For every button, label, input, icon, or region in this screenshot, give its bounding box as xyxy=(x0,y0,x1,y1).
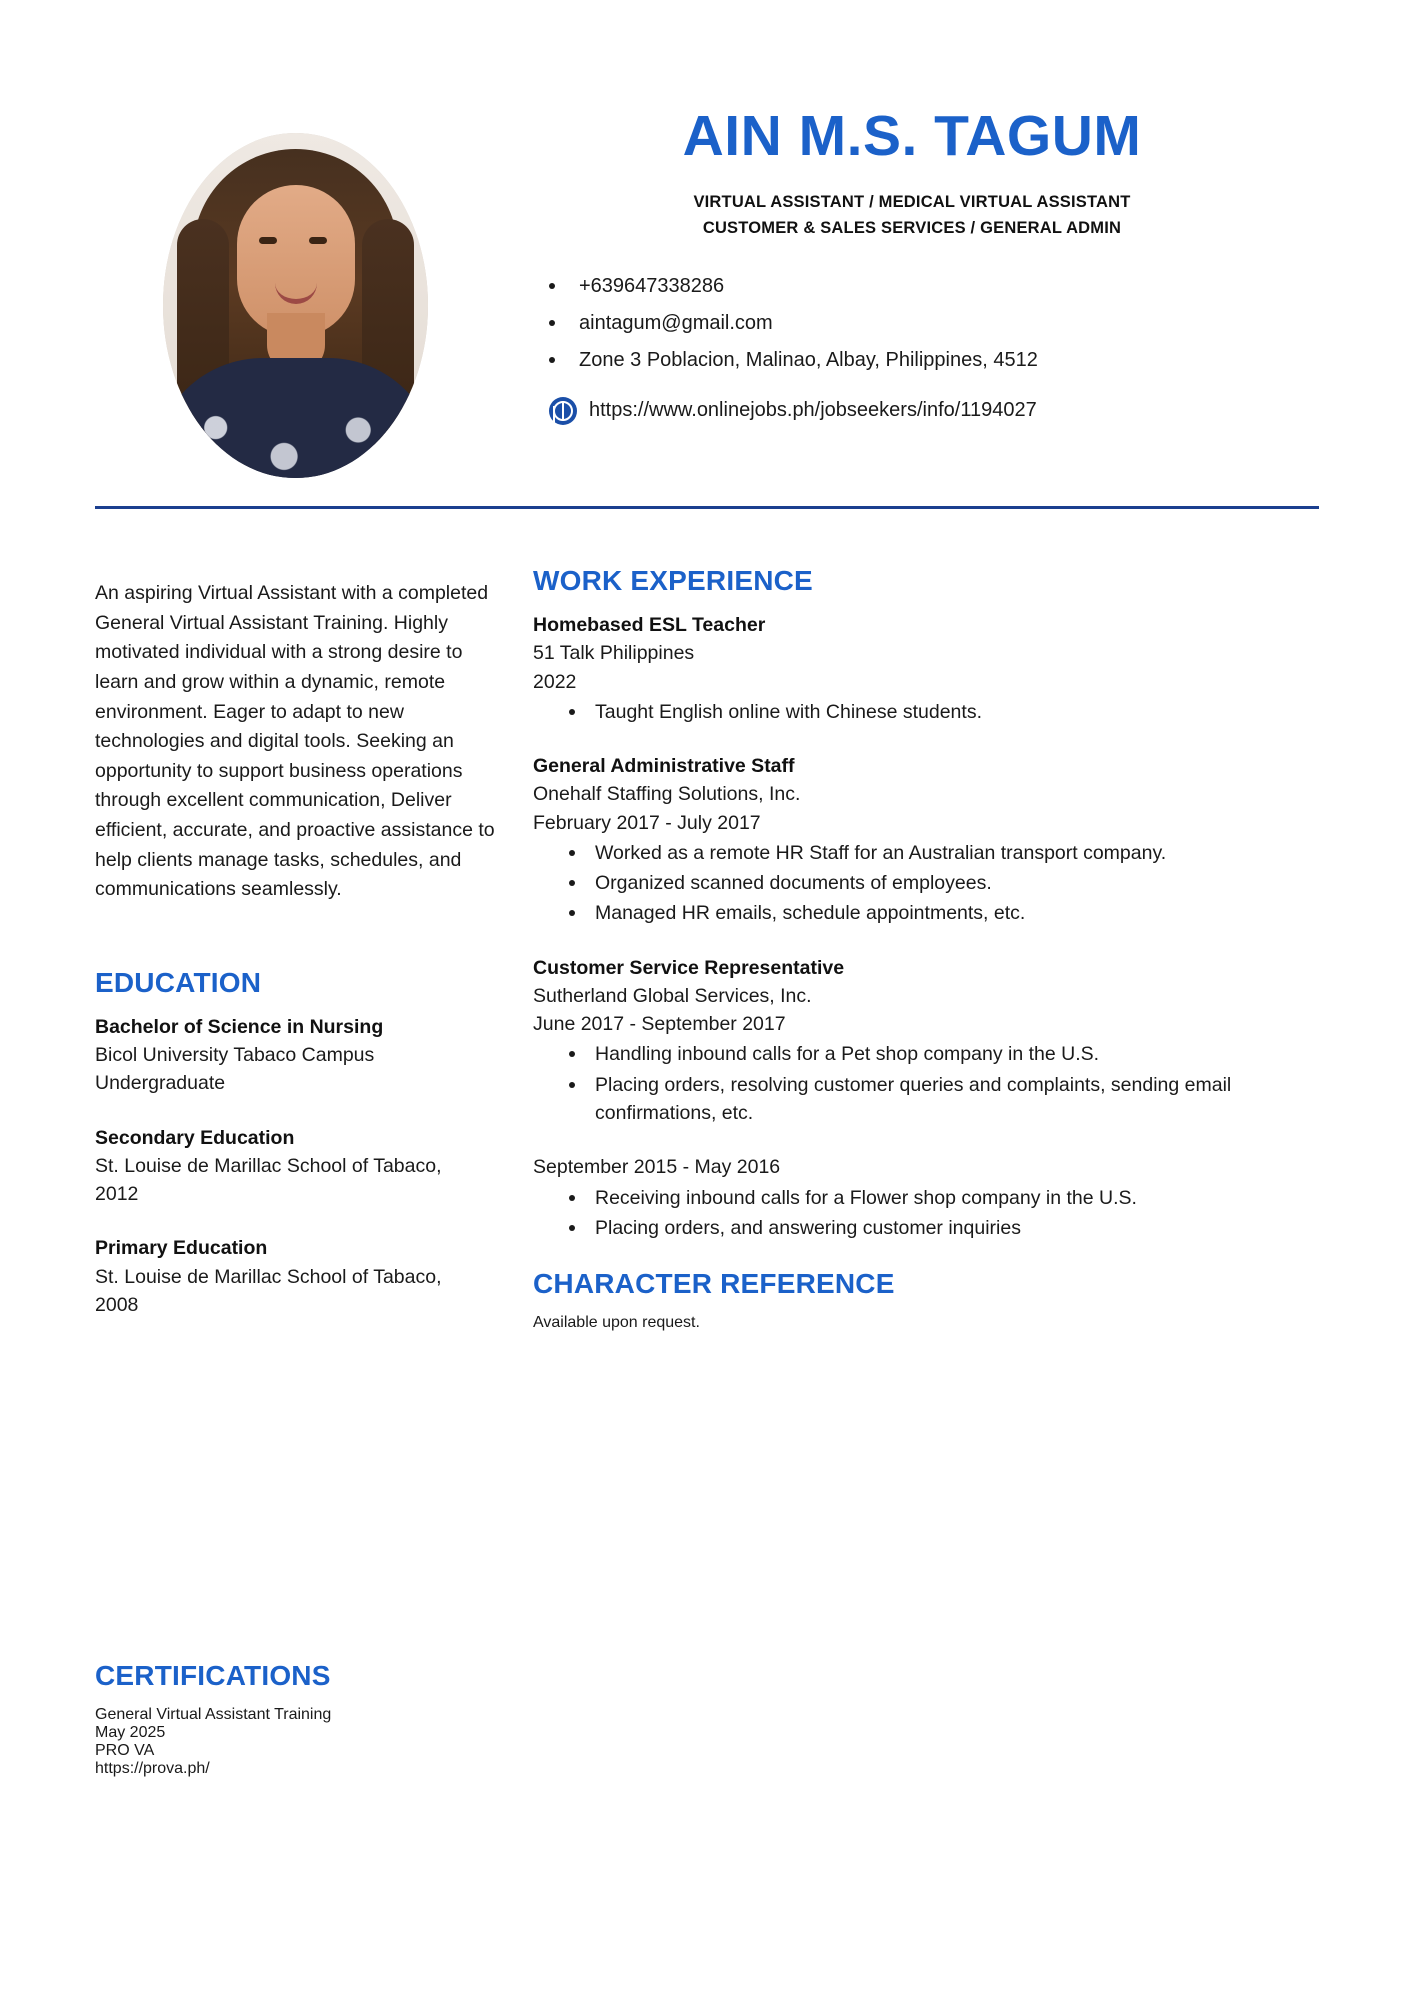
job-bullet: Worked as a remote HR Staff for an Australian transport company. xyxy=(569,839,1319,867)
header-text-block xyxy=(495,95,1319,425)
job-company: Sutherland Global Services, Inc. xyxy=(533,984,812,1007)
job-role: General Administrative Staff xyxy=(533,755,795,778)
education-degree: Bachelor of Science in Nursing xyxy=(95,1015,384,1038)
resume-body xyxy=(0,509,1414,1345)
education-degree: Secondary Education xyxy=(95,1126,295,1149)
photo-container xyxy=(95,95,495,478)
job-bullet: Placing orders, and answering customer inquiries xyxy=(569,1214,1319,1242)
job-entry xyxy=(533,954,1319,1128)
job-dates: February 2017 - July 2017 xyxy=(533,811,761,834)
contact-phone: +639647338286 xyxy=(549,268,1319,305)
certification-title: General Virtual Assistant Training xyxy=(95,1706,332,1723)
education-school: St. Louise de Marillac School of Tabaco, xyxy=(95,1265,442,1288)
right-column xyxy=(525,565,1319,1345)
certification-date: May 2025 xyxy=(95,1724,166,1741)
certification-link[interactable]: https://prova.ph/ xyxy=(95,1760,210,1777)
job-entry xyxy=(533,611,1319,726)
avatar xyxy=(163,133,428,478)
job-bullets xyxy=(533,698,1319,726)
education-item xyxy=(95,1234,505,1319)
photo-clothing xyxy=(163,358,428,478)
job-bullet: Receiving inbound calls for a Flower shop company in the U.S. xyxy=(569,1184,1319,1212)
summary-text: An aspiring Virtual Assistant with a completed General Virtual Assistant Training. Highly motivated individual with a strong desire to learn and grow within a dynamic, remote environment. Eager to adapt to new technologies and digital tools. Seeking an opportunity to support business operations through excellent communication, Deliver efficient, accurate, and proactive assistance to help clients manage tasks, schedules, and communications seamlessly. xyxy=(95,582,495,901)
character-reference-text: Available upon request. xyxy=(533,1314,700,1332)
photo-eye-right xyxy=(309,237,327,244)
job-bullet: Managed HR emails, schedule appointments, etc. xyxy=(569,899,1319,927)
contact-list xyxy=(505,268,1319,379)
education-item xyxy=(95,1124,505,1209)
certification-provider: PRO VA xyxy=(95,1742,155,1759)
photo-eye-left xyxy=(259,237,277,244)
job-entry xyxy=(533,1153,1319,1242)
job-company: Onehalf Staffing Solutions, Inc. xyxy=(533,783,801,806)
job-bullet: Taught English online with Chinese students. xyxy=(569,698,1319,726)
job-dates: 2022 xyxy=(533,670,577,693)
education-note: 2012 xyxy=(95,1183,139,1206)
title-line-1: VIRTUAL ASSISTANT / MEDICAL VIRTUAL ASSISTANT xyxy=(693,192,1131,211)
job-dates: September 2015 - May 2016 xyxy=(533,1156,781,1179)
education-note: Undergraduate xyxy=(95,1072,226,1095)
job-bullet: Organized scanned documents of employees. xyxy=(569,869,1319,897)
education-item xyxy=(95,1013,505,1098)
spacer xyxy=(95,905,505,967)
job-bullets xyxy=(533,1184,1319,1243)
education-note: 2008 xyxy=(95,1294,139,1316)
job-bullet: Handling inbound calls for a Pet shop company in the U.S. xyxy=(569,1040,1319,1068)
job-role: Homebased ESL Teacher xyxy=(533,614,766,636)
professional-titles xyxy=(505,189,1319,242)
job-dates: June 2017 - September 2017 xyxy=(533,1013,786,1036)
job-entry xyxy=(533,752,1319,928)
globe-icon xyxy=(549,397,577,425)
certifications-heading: CERTIFICATIONS xyxy=(95,1660,331,1691)
profile-link-text[interactable]: https://www.onlinejobs.ph/jobseekers/info/1194027 xyxy=(589,399,1037,422)
left-column xyxy=(95,565,525,1345)
resume-header xyxy=(0,0,1414,478)
job-bullets xyxy=(533,839,1319,928)
job-bullet: Placing orders, resolving customer queries and complaints, sending email confirmations, etc. xyxy=(569,1071,1319,1128)
job-bullets xyxy=(533,1040,1319,1127)
education-school: St. Louise de Marillac School of Tabaco, xyxy=(95,1154,442,1177)
profile-link-row[interactable] xyxy=(505,397,1319,425)
certifications-section xyxy=(95,1660,615,1778)
job-company: 51 Talk Philippines xyxy=(533,642,695,665)
contact-email: aintagum@gmail.com xyxy=(549,305,1319,342)
page-title: AIN M.S. TAGUM xyxy=(682,104,1142,168)
education-heading: EDUCATION xyxy=(95,966,262,998)
education-school: Bicol University Tabaco Campus xyxy=(95,1044,375,1067)
contact-address: Zone 3 Poblacion, Malinao, Albay, Philippines, 4512 xyxy=(549,342,1319,379)
education-degree: Primary Education xyxy=(95,1237,268,1260)
title-line-2: CUSTOMER & SALES SERVICES / GENERAL ADMIN xyxy=(702,219,1122,238)
work-experience-heading: WORK EXPERIENCE xyxy=(533,565,813,596)
character-reference-heading: CHARACTER REFERENCE xyxy=(533,1268,895,1300)
job-role: Customer Service Representative xyxy=(533,956,845,979)
